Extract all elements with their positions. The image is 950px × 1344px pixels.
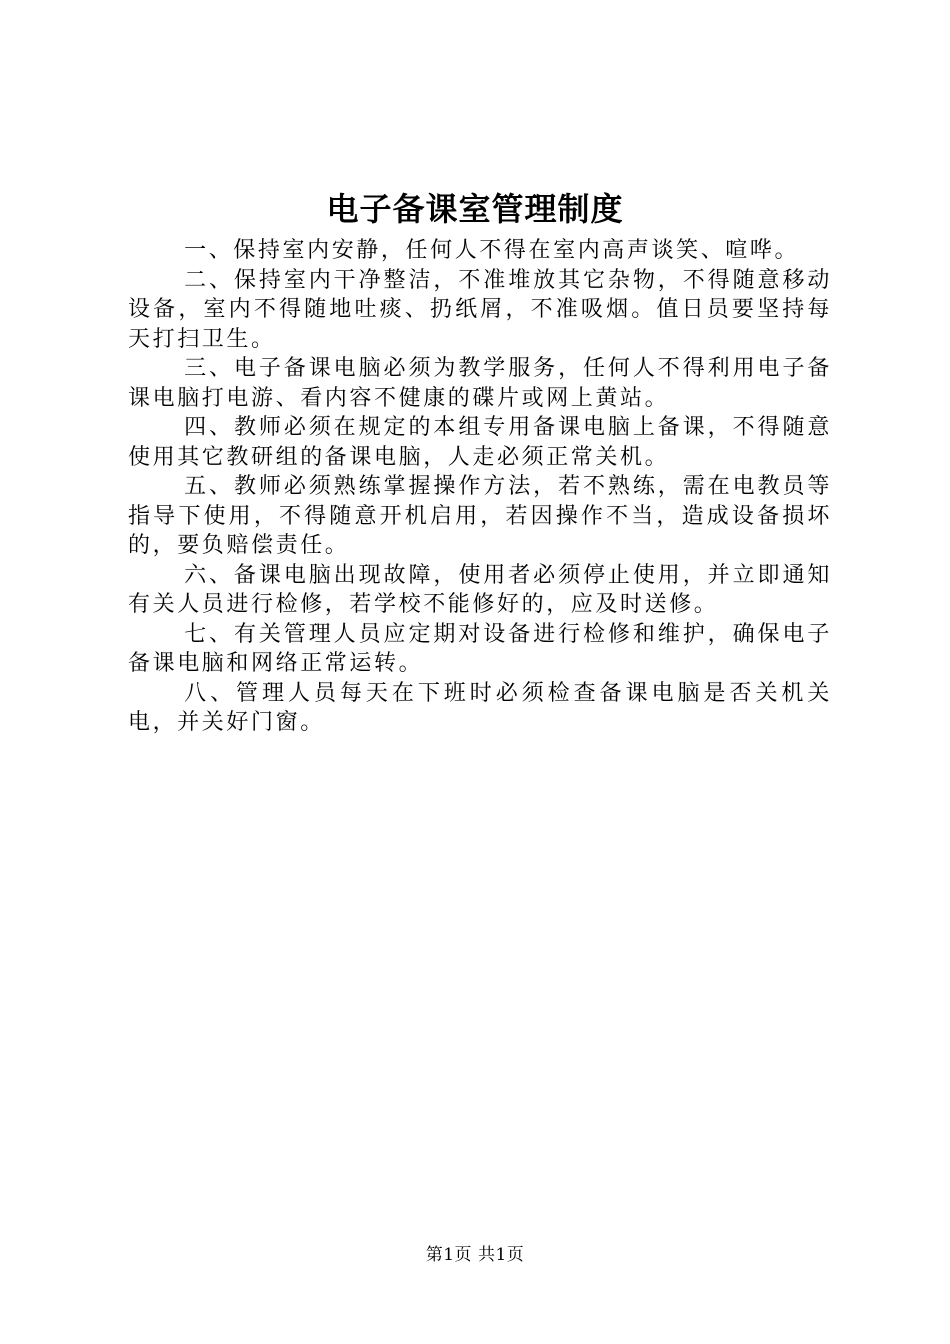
rule-paragraph-5: 五、教师必须熟练掌握操作方法，若不熟练，需在电教员等指导下使用，不得随意开机启用，若因操作不当，造成设备损坏的，要负赔偿责任。 [128, 474, 832, 558]
page-footer: 第1页 共1页 [425, 1245, 525, 1265]
rule-paragraph-7: 七、有关管理人员应定期对设备进行检修和维护，确保电子备课电脑和网络正常运转。 [128, 621, 832, 676]
rule-paragraph-6: 六、备课电脑出现故障，使用者必须停止使用，并立即通知有关人员进行检修，若学校不能修好的，应及时送修。 [128, 562, 832, 617]
document-body [128, 236, 832, 738]
rule-paragraph-2: 二、保持室内干净整洁，不准堆放其它杂物，不得随意移动设备，室内不得随地吐痰、扔纸屑，不准吸烟。值日员要坚持每天打扫卫生。 [128, 267, 832, 352]
rule-paragraph-3: 三、电子备课电脑必须为教学服务，任何人不得利用电子备课电脑打电游、看内容不健康的碟片或网上黄站。 [128, 356, 832, 411]
rule-paragraph-4: 四、教师必须在规定的本组专用备课电脑上备课，不得随意使用其它教研组的备课电脑，人走必须正常关机。 [128, 415, 832, 470]
rule-paragraph-8: 八、管理人员每天在下班时必须检查备课电脑是否关机关电，并关好门窗。 [128, 680, 832, 735]
rule-paragraph-1: 一、保持室内安静，任何人不得在室内高声谈笑、喧哗。 [184, 238, 800, 263]
document-title: 电子备课室管理制度 [326, 190, 624, 228]
